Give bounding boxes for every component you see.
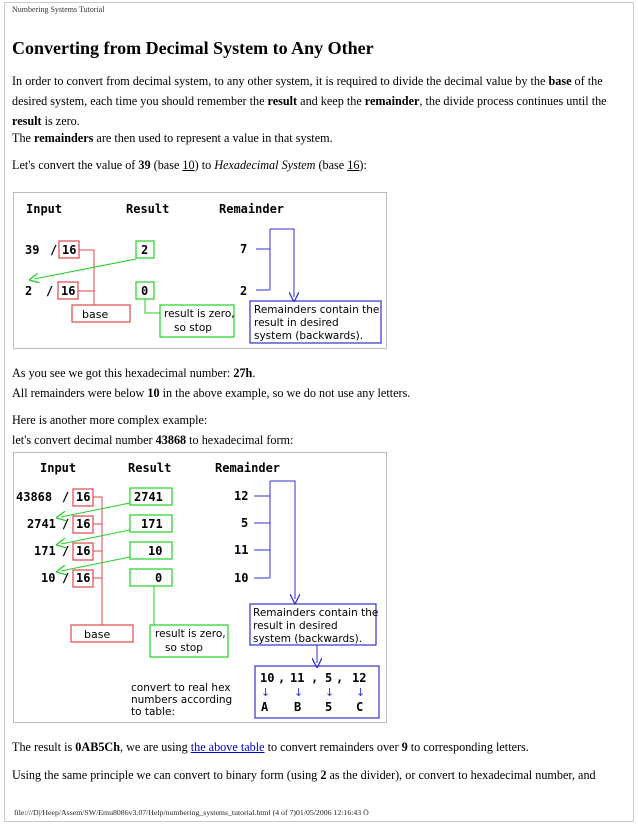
hex-letter-2: B bbox=[294, 700, 302, 714]
row2-divider: 16 bbox=[61, 284, 76, 298]
paragraph-binary: Using the same principle we can convert to binary form (using 2 as the divider), or convert to hexadecimal number, and bbox=[12, 768, 596, 782]
row1-dividend: 39 bbox=[25, 243, 40, 257]
row1-remainder: 7 bbox=[240, 242, 248, 256]
r4-dividend: 10 bbox=[41, 571, 56, 585]
r2-dividend: 2741 bbox=[27, 517, 56, 531]
r2-result: 171 bbox=[141, 517, 163, 531]
paragraph-remainders: The remainders are then used to represent a value in that system. bbox=[12, 131, 333, 145]
row1-result: 2 bbox=[141, 243, 149, 257]
hex-letter-4: C bbox=[356, 700, 364, 714]
remainders-note-2-line2: result in desired bbox=[253, 620, 338, 632]
remainders-note-2-line3: system (backwards). bbox=[253, 633, 363, 645]
hex-arrow-2: ↓ bbox=[294, 686, 304, 699]
r3-remainder: 11 bbox=[234, 543, 249, 557]
r4-result-box bbox=[130, 569, 172, 586]
col-input-label-2: Input bbox=[40, 461, 77, 475]
hex-top-2: 11 bbox=[290, 671, 305, 685]
hex-arrow-4: ↓ bbox=[356, 686, 366, 699]
r3-divider: 16 bbox=[76, 544, 91, 558]
hex-top-3: 5 bbox=[325, 671, 333, 685]
diagram-convert-39 bbox=[13, 192, 387, 349]
footer-file-path: file:///D|/Heep/Assem/SW/Emu8086v3.07/Help/numbering_systems_tutorial.html (4 of 7)01/05/2006 12:16:43 Ö bbox=[14, 808, 369, 817]
r2-slash: / bbox=[62, 517, 70, 531]
hex-top-4: 12 bbox=[352, 671, 367, 685]
diagram-convert-43868 bbox=[13, 452, 387, 723]
convert-note-line2: numbers according bbox=[131, 694, 233, 706]
convert-note-line1: convert to real hex bbox=[131, 682, 231, 694]
r3-slash: / bbox=[62, 544, 70, 558]
col-remainder-label: Remainder bbox=[219, 202, 285, 216]
hex-top-1: 10 bbox=[260, 671, 275, 685]
row1-divider: 16 bbox=[62, 243, 77, 257]
remainders-note-2-line1: Remainders contain the bbox=[253, 607, 379, 619]
remainders-note-line1: Remainders contain the bbox=[254, 304, 380, 316]
row2-result: 0 bbox=[141, 284, 149, 298]
r4-slash: / bbox=[62, 571, 70, 585]
hex-letter-1: A bbox=[261, 700, 269, 714]
r4-result: 0 bbox=[155, 571, 163, 585]
page-title: Converting from Decimal System to Any Other bbox=[12, 38, 374, 58]
row2-slash: / bbox=[46, 284, 54, 298]
r3-dividend: 171 bbox=[34, 544, 56, 558]
r2-divider: 16 bbox=[76, 517, 91, 531]
diagram-convert-39-graphic bbox=[14, 193, 388, 350]
col-remainder-label-2: Remainder bbox=[215, 461, 281, 475]
remainders-note-line2: result in desired bbox=[254, 317, 339, 329]
hex-sep-1: , bbox=[278, 671, 286, 685]
diagram-convert-43868-graphic bbox=[14, 453, 388, 724]
base-label: base bbox=[82, 308, 109, 321]
hex-letter-3: 5 bbox=[325, 700, 333, 714]
r2-remainder: 5 bbox=[241, 516, 249, 530]
above-table-link[interactable]: the above table bbox=[190, 740, 265, 754]
r4-remainder: 10 bbox=[234, 571, 249, 585]
row2-dividend: 2 bbox=[25, 284, 33, 298]
r1-dividend: 43868 bbox=[16, 490, 53, 504]
paragraph-result-0ab5ch: The result is 0AB5Ch, we are using the above table to convert remainders over 9 to corresponding letters. bbox=[12, 740, 529, 754]
zero-note-2-line2: so stop bbox=[165, 642, 203, 654]
r3-result: 10 bbox=[148, 544, 163, 558]
hex-sep-3: , bbox=[336, 671, 344, 685]
paragraph-example-39: Let's convert the value of 39 (base 10) to Hexadecimal System (base 16): bbox=[12, 158, 367, 172]
paragraph-example-43868: Here is another more complex example: let's convert decimal number 43868 to hexadecimal form: bbox=[12, 413, 294, 447]
convert-note-line3: to table: bbox=[131, 706, 176, 718]
col-result-label: Result bbox=[126, 202, 170, 216]
col-input-label: Input bbox=[26, 202, 63, 216]
paragraph-result-27h: As you see we got this hexadecimal number: 27h. All remainders were below 10 in the above example, so we do not use any letters. bbox=[12, 366, 411, 400]
r1-result: 2741 bbox=[134, 490, 163, 504]
paragraph-intro: In order to convert from decimal system, to any other system, it is required to divide the decimal value by the base of the desired system, each time you should remember the result and keep the remainder, the divide process continues until the result is zero. bbox=[12, 74, 607, 128]
col-result-label-2: Result bbox=[128, 461, 172, 475]
zero-note-line1: result is zero, bbox=[164, 308, 235, 320]
r1-slash: / bbox=[62, 490, 70, 504]
r1-remainder: 12 bbox=[234, 489, 249, 503]
hex-sep-2: , bbox=[311, 671, 319, 685]
remainders-note-line3: system (backwards). bbox=[254, 330, 364, 342]
row1-slash: / bbox=[50, 243, 58, 257]
row2-remainder: 2 bbox=[240, 284, 248, 298]
zero-note-line2: so stop bbox=[174, 322, 212, 334]
hex-arrow-1: ↓ bbox=[261, 686, 271, 699]
header-title: Numbering Systems Tutorial bbox=[12, 5, 105, 14]
zero-note-2-line1: result is zero, bbox=[155, 628, 226, 640]
base-label-2: base bbox=[84, 628, 111, 641]
r1-divider: 16 bbox=[76, 490, 91, 504]
r4-divider: 16 bbox=[76, 571, 91, 585]
hex-arrow-3: ↓ bbox=[325, 686, 335, 699]
